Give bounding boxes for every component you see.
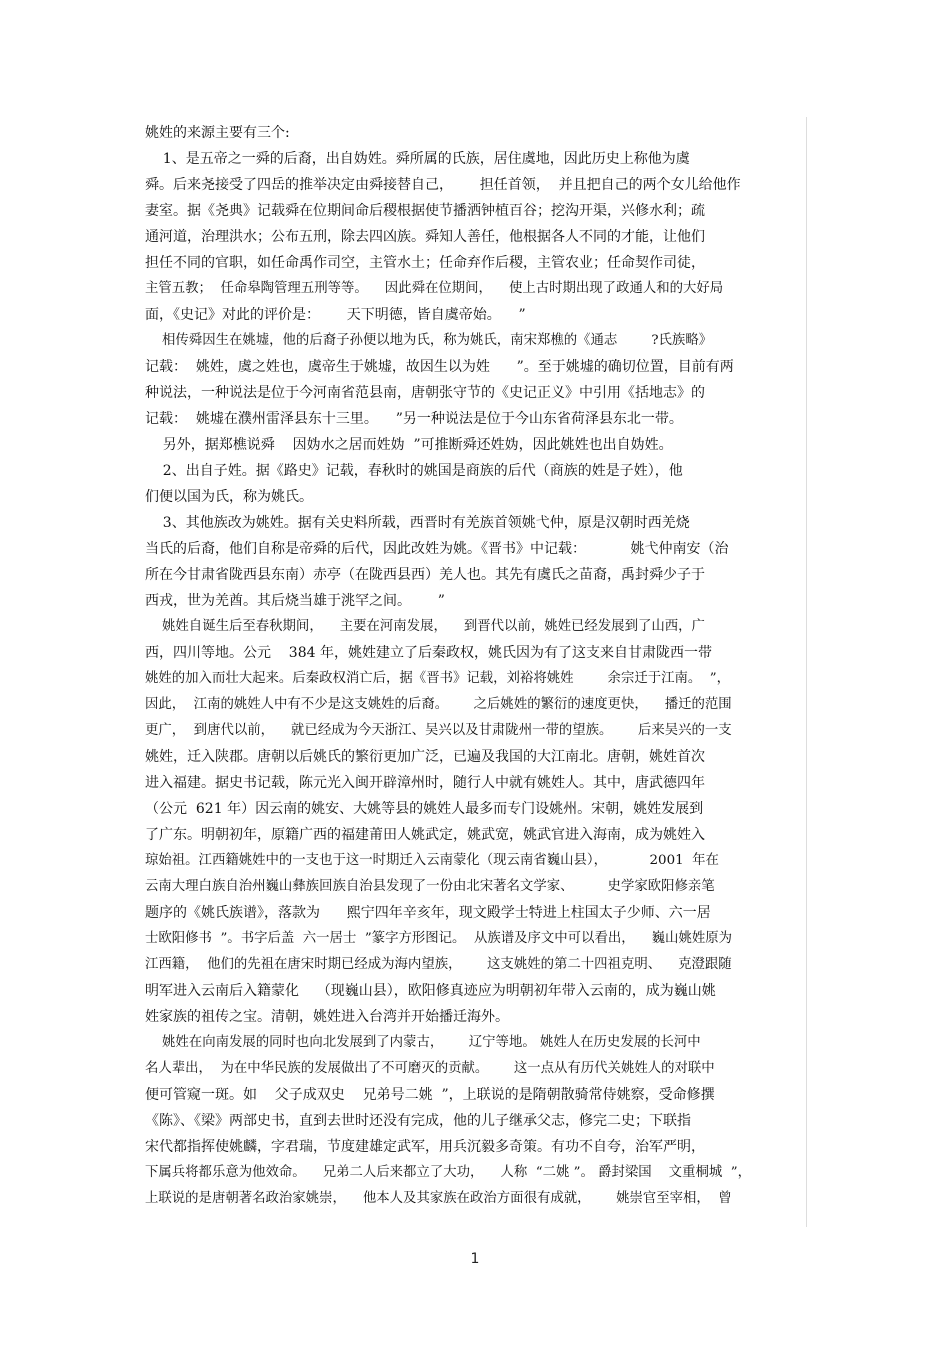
text-line: 另外，据郑樵说舜 因妫水之居而姓妫 ”可推断舜还姓妫，因此姚姓也出自妫姓。 [145, 437, 673, 453]
text-line: 记载： 姚墟在濮州雷泽县东十三里。 ”另一种说法是位于今山东省荷泽县东北一带。 [145, 411, 683, 427]
text-line: 姚姓在向南发展的同时也向北发展到了内蒙古， 辽宁等地。 姚姓人在历史发展的长河中 [145, 1035, 701, 1050]
text-line: 姚姓，迁入陕郡。唐朝以后姚氏的繁衍更加广泛，已遍及我国的大江南北。唐朝，姚姓首次 [145, 749, 705, 765]
right-margin-rule [806, 117, 807, 1227]
text-line: 下属兵将都乐意为他效命。 兄弟二人后来都立了大功， 人称 “二姚 ”。 爵封梁国 文重桐城 ”， [145, 1165, 751, 1180]
text-line: 宋代都指挥使姚麟，字君瑞，节度建雄定武军，用兵沉毅多奇策。有功不自夸，治军严明， [145, 1139, 705, 1155]
text-line: 相传舜因生在姚墟，他的后裔子孙便以地为氏，称为姚氏，南宋郑樵的《通志 ?氏族略》 [145, 333, 713, 348]
text-line: 妻室。据《尧典》记载舜在位期间命后稷根据使节播洒钟植百谷；挖沟开渠，兴修水利；疏 [145, 203, 705, 219]
text-line: 姓家族的祖传之宝。清朝，姚姓进入台湾并开始播迁海外。 [145, 1009, 509, 1025]
text-line: 姚姓的来源主要有三个: [145, 125, 290, 141]
text-line: 所在今甘肃省陇西县东南）赤亭（在陇西县西）羌人也。其先有虞氏之苗裔，禹封舜少子于 [145, 567, 705, 583]
text-line: 江西籍， 他们的先祖在唐宋时期已经成为海内望族， 这支姚姓的第二十四祖克明、 克澄跟随 [145, 957, 732, 972]
text-line: 《陈》、《梁》两部史书，直到去世时还没有完成，他的儿子继承父志，修完二史；下联指 [145, 1113, 691, 1129]
text-line: 琼始祖。江西籍姚姓中的一支也于这一时期迁入云南蒙化（现云南省巍山县）， 2001 年在 [145, 853, 719, 868]
text-line: 士欧阳修书 ”。书字后盖 六一居士 ”篆字方形图记。 从族谱及序文中可以看出， 巍山姚姓原为 [145, 931, 733, 946]
text-line: 3、其他族改为姚姓。据有关史料所载，西晋时有羌族首领姚弋仲，原是汉朝时西羌烧 [145, 515, 690, 531]
text-line: 当氏的后裔，他们自称是帝舜的后代，因此改姓为姚。《晋书》中记载： 姚弋仲南安（治 [145, 541, 729, 557]
text-line: 进入福建。据史书记载，陈元光入闽开辟漳州时，随行人中就有姚姓人。其中，唐武德四年 [145, 775, 705, 791]
text-line: 更广， 到唐代以前， 就已经成为今天浙江、吴兴以及甘肃陇州一带的望族。 后来吴兴的一支 [145, 723, 732, 738]
text-line: 题序的《姚氏族谱》，落款为 熙宁四年辛亥年，现文殿学士特进上柱国太子少师、六一居 [145, 905, 711, 921]
text-line: 种说法，一种说法是位于今河南省范县南，唐朝张守节的《史记正义》中引用《括地志》的 [145, 385, 705, 401]
text-line: 担任不同的官职，如任命禹作司空，主管水土；任命弃作后稷，主管农业；任命契作司徒， [145, 255, 705, 271]
text-line: 名人辈出， 为在中华民族的发展做出了不可磨灭的贡献。 这一点从有历代关姚姓人的对联中 [145, 1061, 715, 1076]
text-line: 主管五教； 任命皋陶管理五刑等等。 因此舜在位期间， 使上古时期出现了政通人和的大好局 [145, 281, 724, 296]
text-line: （公元 621 年）因云南的姚安、大姚等县的姚姓人最多而专门设姚州。宋朝，姚姓发展到 [145, 801, 704, 817]
text-line: 西，四川等地。公元 384 年，姚姓建立了后秦政权，姚氏因为有了这支来自甘肃陇西一带 [145, 645, 712, 661]
text-line: 因此， 江南的姚姓人中有不少是这支姚姓的后裔。 之后姚姓的繁衍的速度更快， 播迁的范围 [145, 697, 732, 712]
text-line: 舜。后来尧接受了四岳的推举决定由舜接替自己， 担任首领， 并且把自己的两个女儿给他作 [145, 177, 741, 193]
page-number: 1 [470, 1251, 480, 1267]
text-line: 面，《史记》对此的评价是： 天下明德，皆自虞帝始。 ” [145, 307, 526, 323]
text-line: 姚姓自诞生后至春秋期间， 主要在河南发展， 到晋代以前，姚姓已经发展到了山西，广 [145, 619, 705, 634]
text-line: 明军进入云南后入籍蒙化 （现巍山县），欧阳修真迹应为明朝初年带入云南的，成为巍山姚 [145, 983, 716, 999]
body-text [145, 120, 805, 1212]
text-line: 记载： 姚姓，虞之姓也，虞帝生于姚墟，故因生以为姓 ”。至于姚墟的确切位置，目前有两 [145, 359, 734, 375]
text-line: 西戎，世为羌酋。其后烧当雄于洮罕之间。 ” [145, 593, 445, 609]
text-line: 了广东。明朝初年，原籍广西的福建莆田人姚武定，姚武宽，姚武官进入海南，成为姚姓入 [145, 827, 705, 843]
text-line: 通河道，治理洪水；公布五刑，除去四凶族。舜知人善任，他根据各人不同的才能，让他们 [145, 229, 705, 245]
text-line: 上联说的是唐朝著名政治家姚崇， 他本人及其家族在政治方面很有成就， 姚崇官至宰相， 曾 [145, 1191, 732, 1206]
text-line: 便可管窥一斑。如 父子成双史 兄弟号二姚 ”，上联说的是隋朝散骑常侍姚察，受命修撰 [145, 1087, 715, 1103]
text-line: 云南大理白族自治州巍山彝族回族自治县发现了一份由北宋著名文学家、 史学家欧阳修亲笔 [145, 879, 715, 894]
text-line: 1、是五帝之一舜的后裔，出自妫姓。舜所属的氏族，居住虞地，因此历史上称他为虞 [145, 151, 690, 167]
text-line: 2、出自子姓。据《路史》记载，春秋时的姚国是商族的后代（商族的姓是子姓），他 [145, 463, 683, 479]
text-line: 姚姓的加入而壮大起来。后秦政权消亡后，据《晋书》记载，刘裕将姚姓 余宗迁于江南。 ”， [145, 671, 731, 686]
text-line: 们便以国为氏，称为姚氏。 [145, 489, 313, 505]
